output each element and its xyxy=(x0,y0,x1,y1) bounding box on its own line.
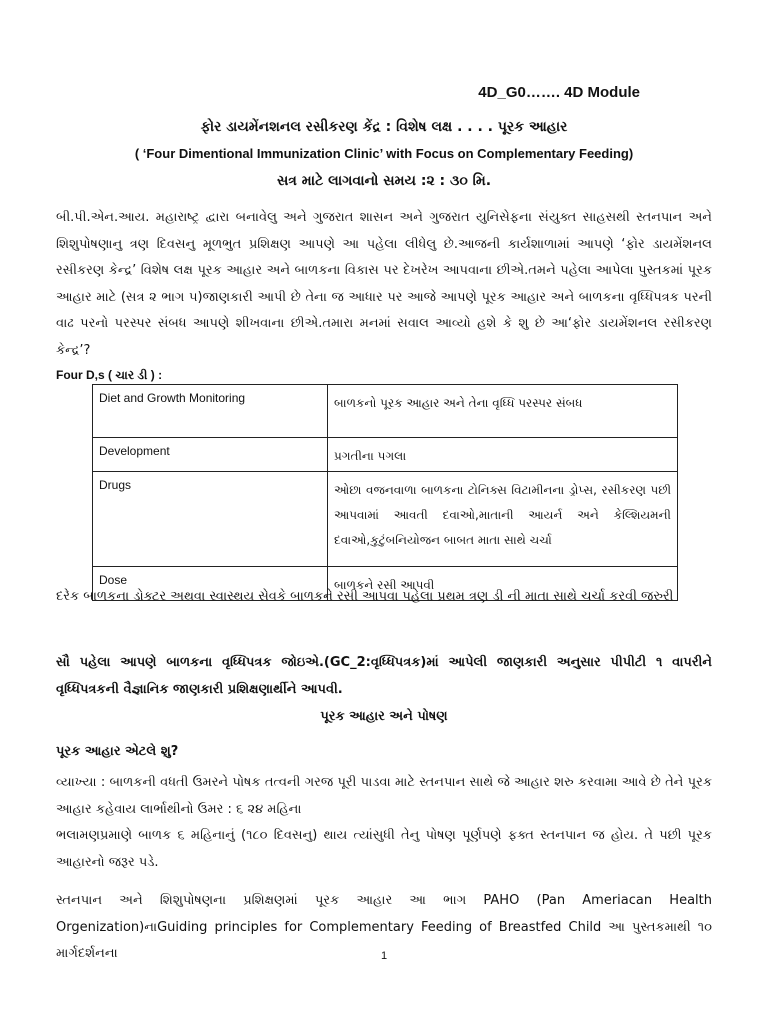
intro-paragraph: બી.પી.એન.આય. મહારાષ્ટ્ર દ્વારા બનાવેલુ અને ગુજરાત શાસન અને ગુજરાત યુનિસેફના સંયુક્ત સાહસથી સ્તનપાન અને શિશુપોષણાનુ ત્રણ દિવસનુ મૂળભુત પ્રશિક્ષણ આપણે આ પહેલા લીધેલુ છે.આજની કાર્યશાળામાં આપણે ‘ફોર ડાયમેંશનલ રસીકરણ કેન્દ્ર’ વિશેષ લક્ષ પૂરક આહાર અને બાળકના વિકાસ પર દેખરેખ આપવાના છીએ.તમને પહેલા આપેલા પુસ્તકમાં પૂરક આહાર માટે (સત્ર ૨ ભાગ ૫)જાણકારી આપી છે તેના જ આધાર પર આજે આપણે પૂરક આહાર અને બાળકના વૃધ્ધિપત્રક પરની વાઢ પરનો પરસ્પર સંબધ આપણે શીખવાના છીએ.તમારા મનમાં સવાલ આવ્યો હશે કે શુ છે આ‘ફોર ડાયમેંશનલ રસીકરણ કેન્દ્ર’? xyxy=(56,210,712,358)
session-time: સત્ર માટે લાગવાનો સમય :૨ : ૩૦ મિ. xyxy=(276,173,492,189)
four-ds-table xyxy=(92,384,678,601)
table-row xyxy=(93,385,678,438)
table-row xyxy=(93,472,678,567)
doctor-paragraph: દરેક બાળકના ડોક્ટર અથવા સ્વાસ્થય સેવકે બાળકને રસી આપવા પહેલા પ્રથમ ત્રણ ડી ની માતા સાથે ચર્ચા કરવી જરુરી xyxy=(56,589,674,604)
table-cell-label: Diet and Growth Monitoring xyxy=(93,385,328,438)
question-heading: પૂરક આહાર એટલે શુ? xyxy=(56,744,179,759)
table-cell-label: Dose xyxy=(93,567,328,601)
table-cell-value: બાળકને રસી આપવી xyxy=(328,567,678,601)
table-cell-label: Development xyxy=(93,438,328,472)
growth-chart-paragraph: સૌ પહેલા આપણે બાળકના વૃધ્ધિપત્રક જોઇએ.(GC_2:વૃધ્ધિપત્રક)માં આપેલી જાણકારી અનુસાર પીપીટી ૧ વાપરીને વૃધ્ધિપત્રકની વૈજ્ઞાનિક જાણકારી પ્રશિક્ષણાર્થીને આપવી. xyxy=(56,655,712,697)
document-title: ફોર ડાયમેંનશનલ રસીકરણ કેંદ્ર : વિશેષ લક્ષ . . . . પૂરક આહાર xyxy=(200,119,568,135)
table-cell-value: બાળકનો પૂરક આહાર અને તેના વૃધ્ધિ પરસ્પર સંબધ xyxy=(328,385,678,438)
definition-paragraph: વ્યાખ્યા : બાળકની વધતી ઉમરને પોષક તત્વની ગરજ પૂરી પાડવા માટે સ્તનપાન સાથે જે આહાર શરુ કરવામા આવે છે તેને પૂરક આહાર કહેવાય લાર્ભાથીનો ઉમર : ૬ ૨૪ મહિના ભલામણપ્રમાણે બાળક ૬ મહિનાનું (૧૮૦ દિવસનુ) થાય ત્યાંસુધી તેનુ પોષણ પૂર્ણપણે ફક્ત સ્તનપાન જ હોય. તે પછી પૂરક આહારનો જરૂર પડે. xyxy=(56,775,712,870)
table-cell-value: પ્રગતીના પગલા xyxy=(328,438,678,472)
table-row xyxy=(93,438,678,472)
module-code: 4D_G0……. 4D Module xyxy=(478,84,640,101)
section-title: પૂરક આહાર અને પોષણ xyxy=(320,709,448,724)
table-cell-value: ઓછા વજનવાળા બાળકના ટોનિક્સ વિટામીનના ડ્રોપ્સ, રસીકરણ પછી આપવામાં આવતી દવાઓ,માતાની આયર્ન અને કેલ્શિયમની દવાઓ,કુટુંબનિયોજન બાબત માતા સાથે ચર્ચા xyxy=(328,472,678,567)
document-subtitle: ( ‘Four Dimentional Immunization Clinic’ with Focus on Complementary Feeding) xyxy=(134,146,634,161)
page-number: 1 xyxy=(380,950,388,962)
four-ds-heading: Four D,s ( ચાર ડી ) : xyxy=(56,368,163,382)
table-cell-label: Drugs xyxy=(93,472,328,567)
closing-paragraph: સ્તનપાન અને શિશુપોષણના પ્રશિક્ષણમાં પૂરક આહાર આ ભાગ PAHO (Pan Ameriacan Health Orgenization)નાGuiding principles for Complementary Feeding of Breastfed Child આ પુસ્તકમાથી ૧૦ માર્ગદર્શનના xyxy=(56,893,712,961)
